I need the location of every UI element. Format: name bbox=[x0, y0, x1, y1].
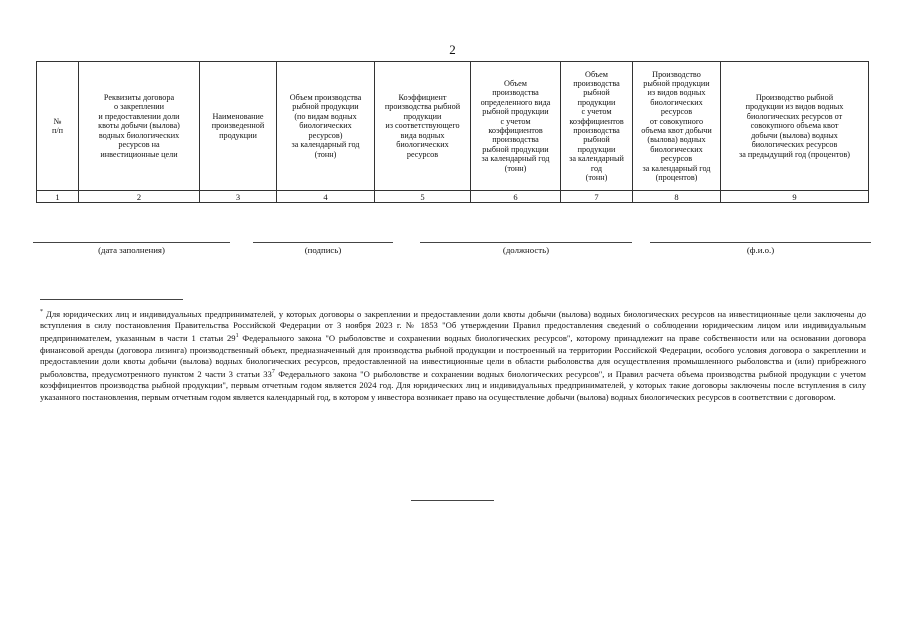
signature-label: (подпись) bbox=[304, 245, 342, 255]
signature-line bbox=[253, 242, 393, 243]
table-header-row bbox=[37, 62, 869, 191]
name-label: (ф.и.о.) bbox=[746, 245, 775, 255]
column-number-6: 6 bbox=[471, 191, 561, 203]
date-label: (дата заполнения) bbox=[98, 245, 165, 255]
column-number-5: 5 bbox=[375, 191, 471, 203]
footnote-text-part3: Федерального закона "О рыболовстве и сохранении водных биологических ресурсов", и Правил расчета объема производства рыбной продукции с учетом коэффициентов производства рыбной продукции", первым отчетным годом является 2024 год. Для юридических лиц и индивидуальных предпринимателей, у которых такие договоры заключены после вступления в силу указанного постановления, первым отчетным годом является календарный год, в котором у инвестора возникает право на осуществление добычи (вылова) водных биологических ресурсов в соответствии с договором. bbox=[40, 369, 866, 402]
column-header-9: Производство рыбной продукции из видов водных биологических ресурсов от совокупного объема квот добычи (вылова) водных биологических ресурсов за предыдущий год (процентов) bbox=[721, 62, 869, 191]
column-number-row bbox=[37, 191, 869, 203]
name-line bbox=[650, 242, 871, 243]
position-line bbox=[420, 242, 632, 243]
column-number-9: 9 bbox=[721, 191, 869, 203]
page-number: 2 bbox=[449, 42, 456, 57]
column-header-2: Реквизиты договора о закреплении и предоставлении доли квоты добычи (вылова) водных биологических ресурсов на инвестиционные цели bbox=[79, 62, 200, 191]
end-rule bbox=[411, 500, 494, 501]
footnote-superscript-1: 1 bbox=[235, 333, 239, 340]
footnote-text-part2: Федерального закона "О рыболовстве и сохранении водных биологических ресурсов", которому принадлежит на праве собственности или на основании договора финансовой аренды (договора лизинга) производственный объект, предназначенный для производства рыбной продукции и построенный на территории Российской Федерации, особого условия договора о закреплении и предоставлении доли квоты добычи (вылова) водных биологических ресурсов, предоставленной на инвестиционные цели в области рыболовства для осуществления промышленного рыболовства и (или) прибрежного рыболовства, предусмотренного пунктом 2 части 3 статьи 33 bbox=[40, 333, 866, 380]
column-number-3: 3 bbox=[200, 191, 277, 203]
date-line bbox=[33, 242, 230, 243]
report-table bbox=[36, 61, 869, 203]
footnote-superscript-2: 7 bbox=[271, 369, 275, 376]
column-number-2: 2 bbox=[79, 191, 200, 203]
footnote bbox=[40, 307, 866, 403]
column-number-4: 4 bbox=[277, 191, 375, 203]
position-label: (должность) bbox=[502, 245, 550, 255]
column-header-6: Объем производства определенного вида рыбной продукции с учетом коэффициентов производства рыбной продукции за календарный год (тонн) bbox=[471, 62, 561, 191]
footnote-text-part1: Для юридических лиц и индивидуальных предпринимателей, у которых договоры о закреплении и предоставлении доли квоты добычи (вылова) водных биологических ресурсов на инвестиционные цели заключены до вступления в силу постановления Правительства Российской Федерации от 3 ноября 2023 г. № 1853 "Об утверждении Правил предоставления сведений о соблюдении юридическим лицом или индивидуальным предпринимателем, указанным в части 1 статьи 29 bbox=[40, 308, 866, 344]
column-header-5: Коэффициент производства рыбной продукции из соответствующего вида водных биологических ресурсов bbox=[375, 62, 471, 191]
column-header-1: № п/п bbox=[37, 62, 79, 191]
column-header-3: Наименование произведенной продукции bbox=[200, 62, 277, 191]
column-number-7: 7 bbox=[561, 191, 633, 203]
column-number-8: 8 bbox=[633, 191, 721, 203]
column-header-8: Производство рыбной продукции из видов водных биологических ресурсов от совокупного объема квот добычи (вылова) водных биологических ресурсов за календарный год (процентов) bbox=[633, 62, 721, 191]
column-header-7: Объем производства рыбной продукции с учетом коэффициентов производства рыбной продукции за календарный год (тонн) bbox=[561, 62, 633, 191]
column-header-4: Объем производства рыбной продукции (по видам водных биологических ресурсов) за календарный год (тонн) bbox=[277, 62, 375, 191]
footnote-separator bbox=[40, 299, 183, 300]
column-number-1: 1 bbox=[37, 191, 79, 203]
footnote-marker: * bbox=[40, 309, 43, 315]
